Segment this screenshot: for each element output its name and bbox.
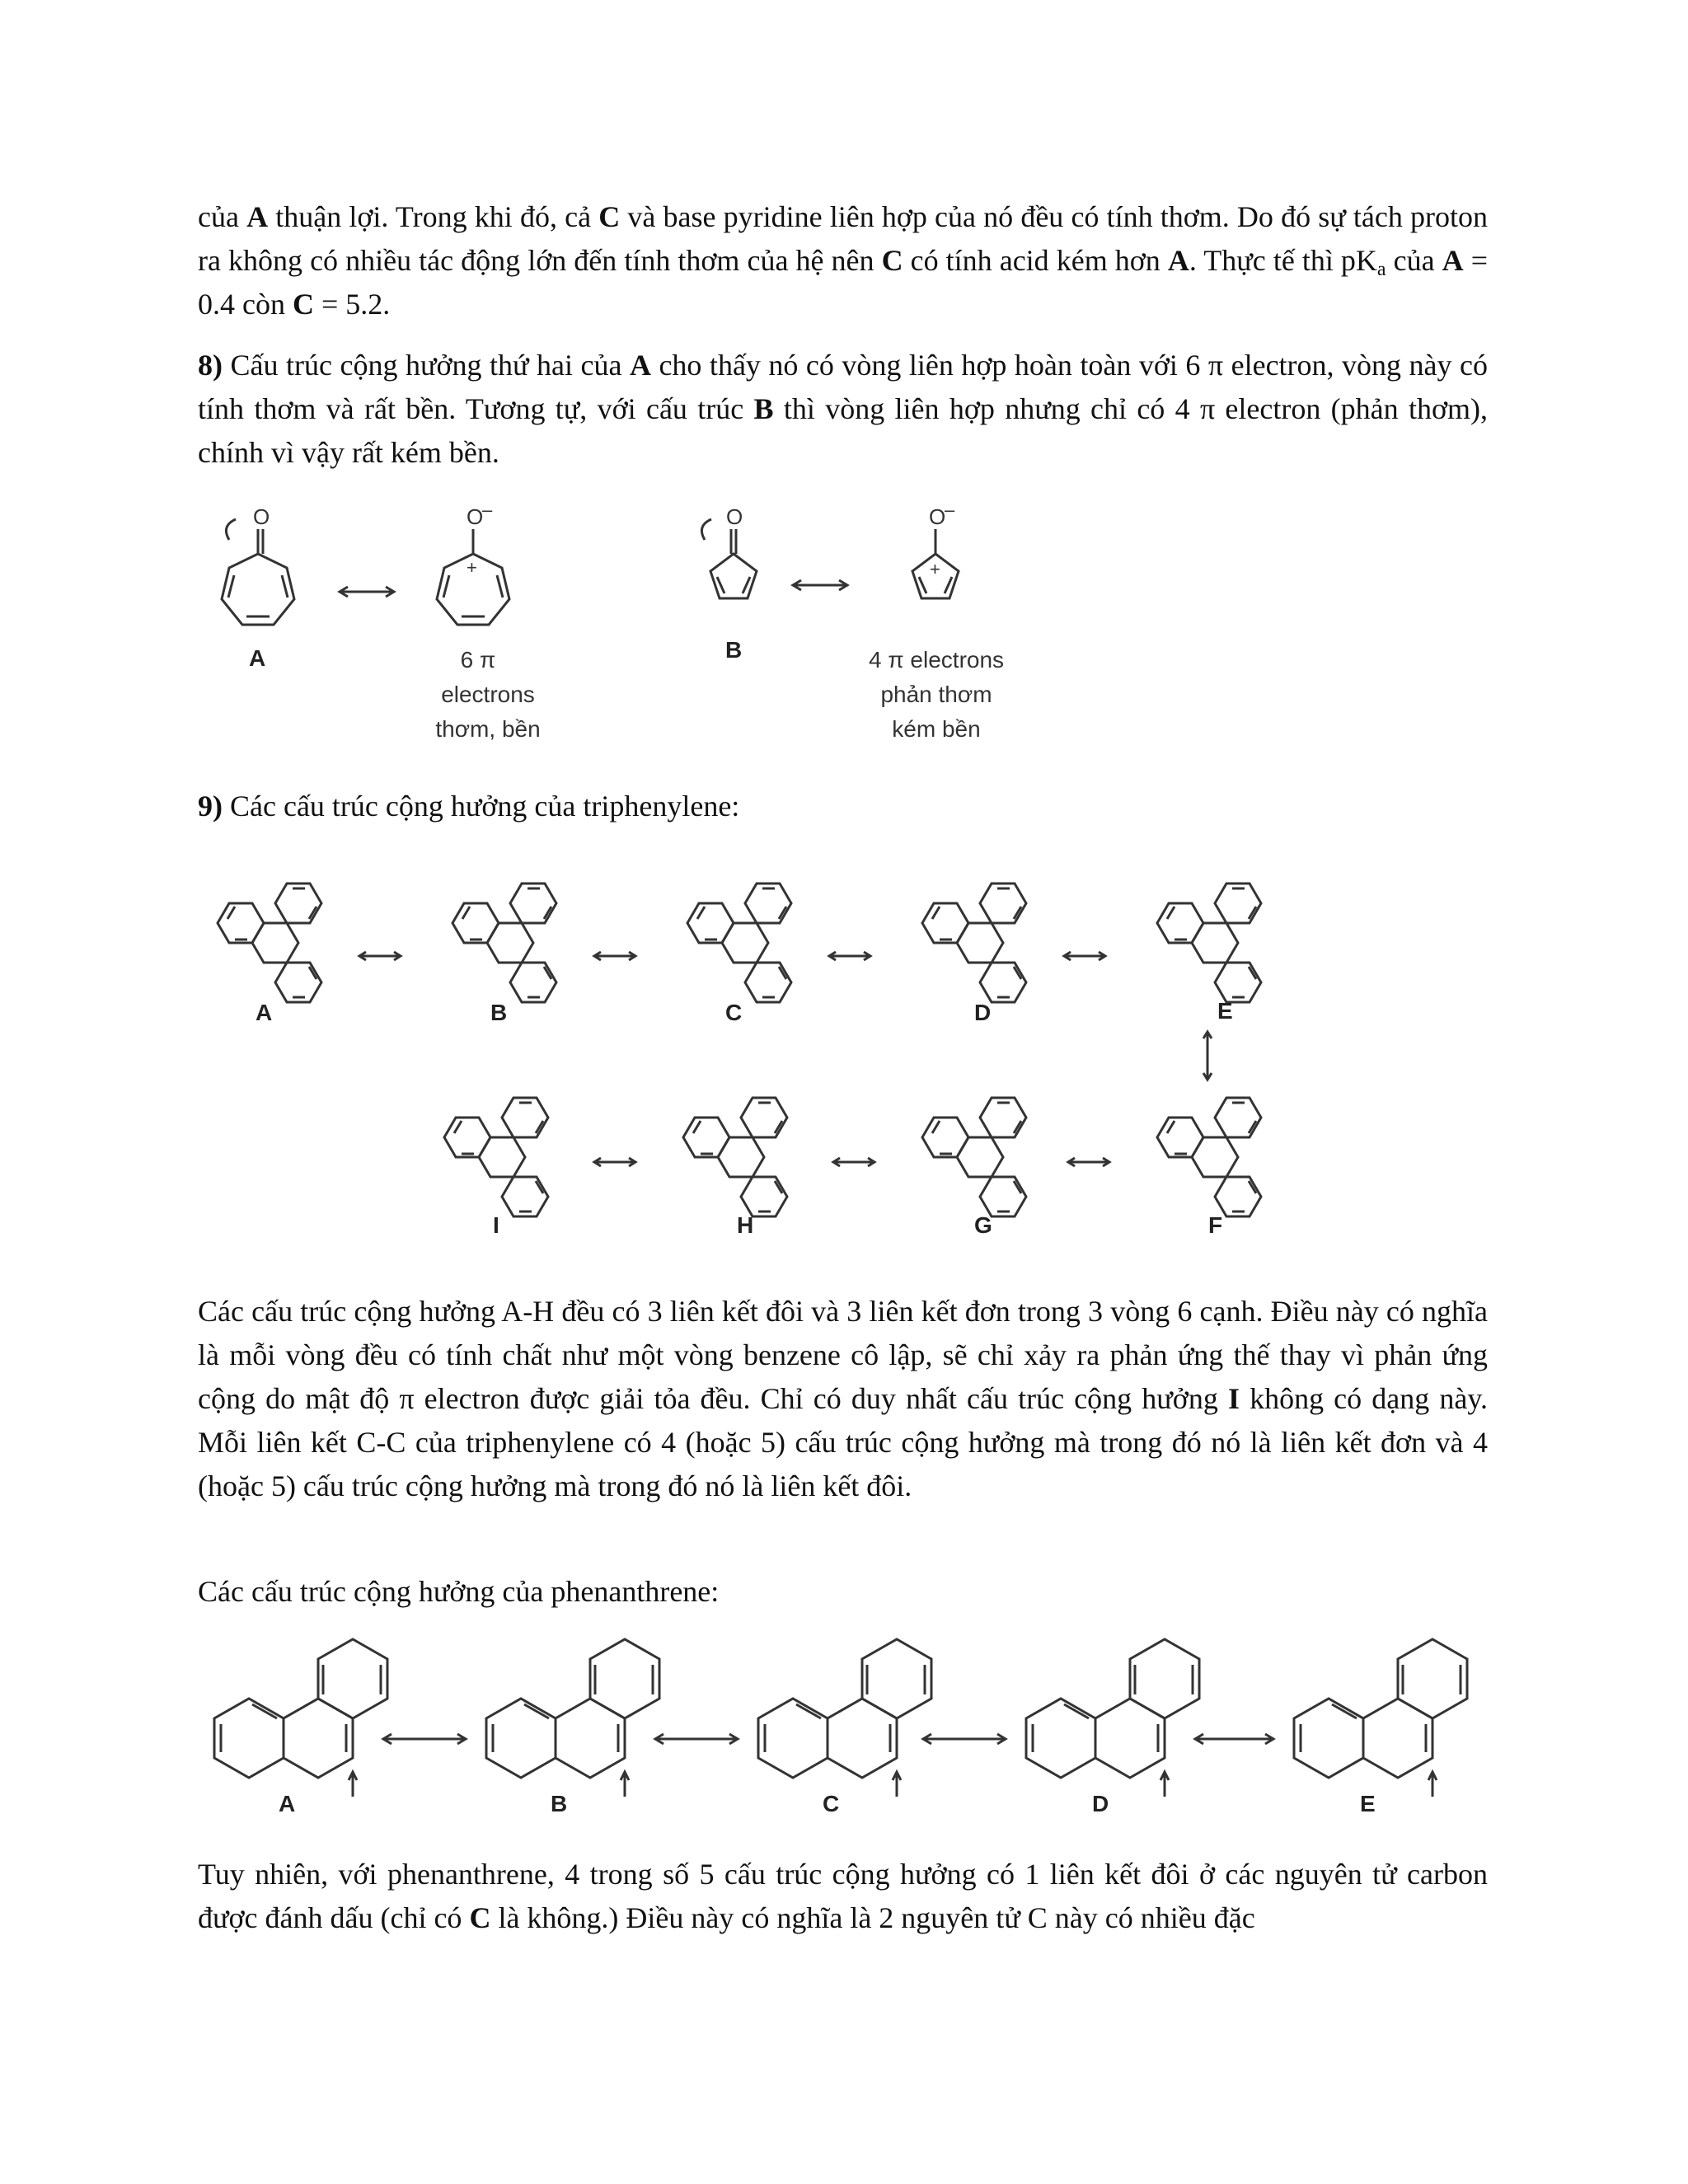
- triphenylene-b: [452, 883, 556, 1002]
- triphenylene-c: [687, 883, 791, 1002]
- label-a: A: [256, 1000, 273, 1025]
- negative-charge: –: [482, 499, 493, 520]
- label-g: G: [974, 1212, 992, 1238]
- label-a: A: [249, 645, 266, 671]
- phenanthrene-c: [758, 1639, 931, 1797]
- label-f: F: [1208, 1212, 1223, 1238]
- triphenylene-f: [1157, 1098, 1261, 1216]
- label-c: C: [823, 1791, 840, 1816]
- negative-charge: –: [945, 499, 955, 520]
- oxygen-label: O: [253, 504, 270, 529]
- caption-6pi: 6 π: [460, 647, 496, 673]
- triphenylene-i: [444, 1098, 548, 1216]
- caption-4pi-electrons: 4 π electrons: [868, 647, 1005, 673]
- positive-charge: +: [930, 559, 940, 579]
- label-h: H: [737, 1212, 754, 1238]
- structure-cyclopentadienone-b: [701, 519, 757, 598]
- paragraph-question-8: 8) Cấu trúc cộng hưởng thứ hai của A cho thấy nó có vòng liên hợp hoàn toàn với 6 π electron, vòng này có tính thơm và rất bền. Tương tự, với cấu trúc B thì vòng liên hợp nhưng chỉ có 4 π electron (phản thơm), chính vì vậy rất kém bền.: [198, 349, 1488, 469]
- oxygen-label: O: [929, 504, 946, 529]
- label-b: B: [725, 637, 743, 663]
- positive-charge: +: [467, 557, 477, 578]
- phenanthrene-b: [486, 1639, 659, 1797]
- label-d: D: [974, 1000, 992, 1025]
- label-c: C: [725, 1000, 743, 1025]
- paragraph-question-9: 9) Các cấu trúc cộng hưởng của triphenylene:: [198, 790, 740, 823]
- label-i: I: [493, 1212, 499, 1238]
- label-a: A: [279, 1791, 296, 1816]
- structure-tropone-a: [222, 519, 294, 625]
- figure-tropone-cyclopentadienone: [198, 494, 1039, 758]
- caption-unstable: kém bền: [892, 716, 981, 742]
- caption-aromatic-stable: thơm, bền: [435, 716, 541, 742]
- triphenylene-g: [922, 1098, 1026, 1216]
- label-e: E: [1217, 998, 1233, 1024]
- phenanthrene-e: [1294, 1639, 1467, 1797]
- label-e: E: [1360, 1791, 1376, 1816]
- phenanthrene-d: [1026, 1639, 1199, 1797]
- triphenylene-h: [683, 1098, 787, 1216]
- label-d: D: [1092, 1791, 1109, 1816]
- paragraph-acidity: của A thuận lợi. Trong khi đó, cả C và base pyridine liên hợp của nó đều có tính thơm. Do đó sự tách proton ra không có nhiều tác động lớn đến tính thơm của hệ nên C có tính acid kém hơn A. Thực tế thì $pK_a$ của A = 0.4 còn C = 5.2.: [198, 200, 1488, 321]
- phenanthrene-a: [214, 1639, 387, 1797]
- label-b: B: [551, 1791, 568, 1816]
- label-b: B: [490, 1000, 508, 1025]
- triphenylene-d: [922, 883, 1026, 1002]
- caption-electrons: electrons: [441, 682, 535, 707]
- caption-antiaromatic: phản thơm: [880, 682, 992, 707]
- paragraph-triphenylene-explanation: Các cấu trúc cộng hưởng A-H đều có 3 liên kết đôi và 3 liên kết đơn trong 3 vòng 6 cạnh. Điều này có nghĩa là mỗi vòng đều có tính chất như một vòng benzene cô lập, sẽ chỉ xảy ra phản ứng thế thay vì phản ứng cộng do mật độ π electron được giải tỏa đều. Chỉ có duy nhất cấu trúc cộng hưởng I không có dạng này. Mỗi liên kết C-C của triphenylene có 4 (hoặc 5) cấu trúc cộng hưởng mà trong đó nó là liên kết đơn và 4 (hoặc 5) cấu trúc cộng hưởng mà trong đó nó là liên kết đôi.: [198, 1295, 1488, 1502]
- paragraph-phenanthrene-explanation: Tuy nhiên, với phenanthrene, 4 trong số 5 cấu trúc cộng hưởng có 1 liên kết đôi ở các nguyên tử carbon được đánh dấu (chỉ có C là không.) Điều này có nghĩa là 2 nguyên tử C này có nhiều đặc: [198, 1858, 1488, 1934]
- oxygen-label: O: [467, 504, 484, 529]
- triphenylene-e: [1157, 883, 1261, 1002]
- oxygen-label: O: [726, 504, 743, 529]
- paragraph-phenanthrene-intro: Các cấu trúc cộng hưởng của phenanthrene:: [198, 1575, 720, 1608]
- figure-phenanthrene-resonance: [198, 1632, 1500, 1830]
- figure-triphenylene-resonance: [198, 857, 1368, 1253]
- triphenylene-a: [218, 883, 321, 1002]
